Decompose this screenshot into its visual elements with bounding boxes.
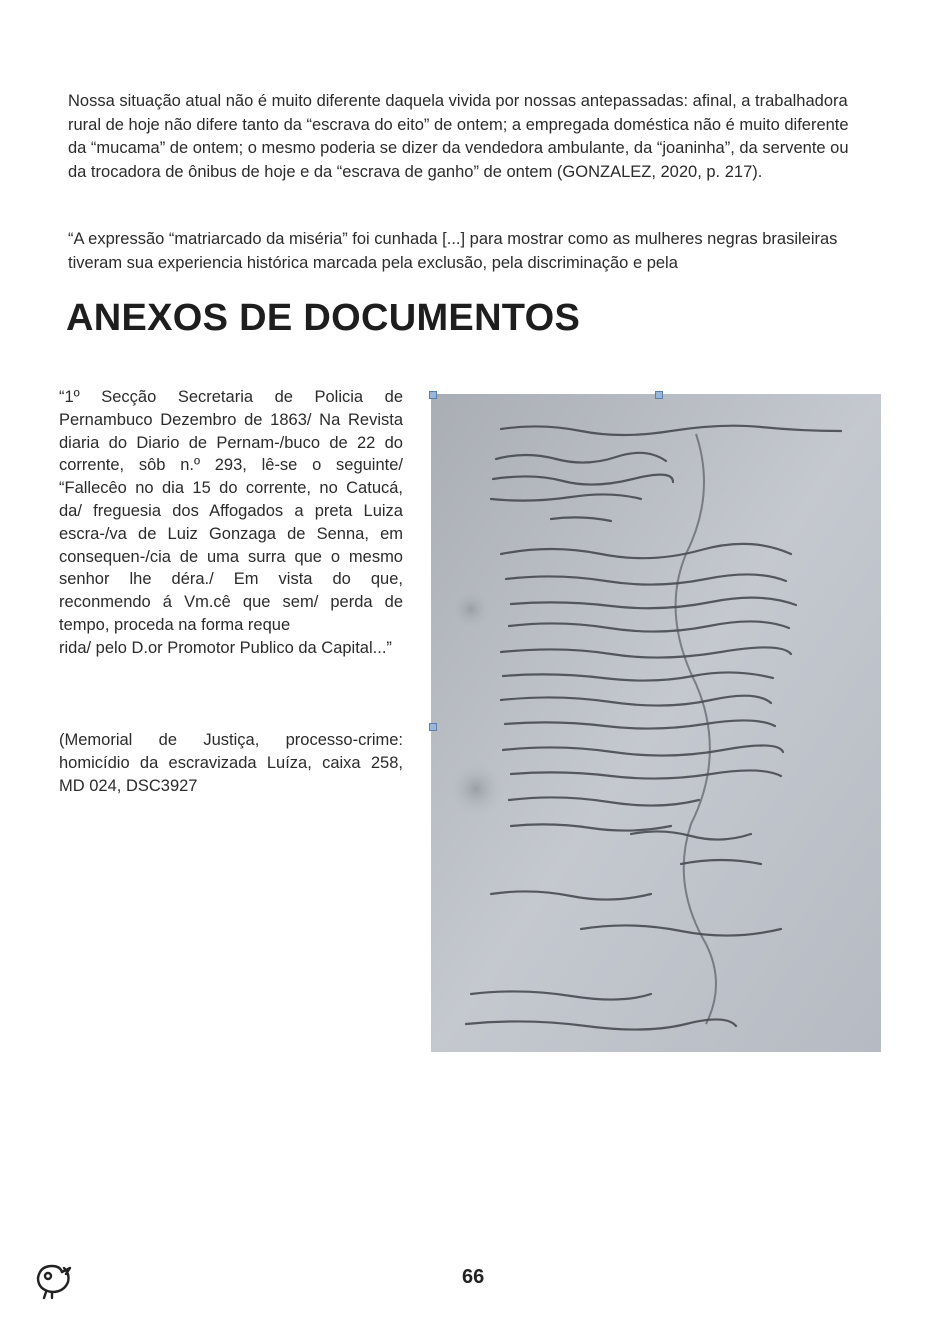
transcription-end: rida/ pelo D.or Promotor Publico da Capital...” [59,638,392,657]
intro-paragraph-2: “A expressão “matriarcado da miséria” foi cunhada [...] para mostrar como as mulheres negras brasileiras tiveram sua experiencia histórica marcada pela exclusão, pela discriminação e pela [68,230,838,272]
image-handle-middle-left [429,723,437,731]
section-heading: ANEXOS DE DOCUMENTOS [66,297,581,339]
document-transcription [59,386,403,660]
image-handle-top-left [429,391,437,399]
sankofa-bird-icon [32,1258,76,1302]
page-number: 66 [462,1266,485,1288]
intro-paragraph-1: Nossa situação atual não é muito diferente daquela vivida por nossas antepassadas: afinal, a trabalhadora rural de hoje não difere tanto da “escrava do eito” de ontem; a empregada doméstica não é muito diferente da “mucama” de ontem; o mesmo poderia se dizer da vendedora ambulante, da “joaninha”, da servente ou da trocadora de ônibus de hoje e da “escrava de ganho” de ontem (GONZALEZ, 2020, p. 217). [68,92,849,181]
document-source-citation: (Memorial de Justiça, processo-crime: homicídio da escravizada Luíza, caixa 258, MD 024, DSC3927 [59,731,403,795]
manuscript-document-image [431,394,881,1052]
image-handle-top-middle [655,391,663,399]
transcription-main: “1º Secção Secretaria de Policia de Pernambuco Dezembro de 1863/ Na Revista diaria do Diario de Pernam-/buco de 22 do corrente, sôb n.º 293, lê-se o seguinte/ “Fallecêo no dia 15 do corrente, no Catucá, da/ freguesia dos Affogados a preta Luiza escra-/va de Luiz Gonzaga de Senna, em consequen-/cia de uma surra que o mesmo senhor lhe déra./ Em vista do que, reconmendo á Vm.cê que sem/ perda de tempo, proceda na forma reque [59,388,403,634]
